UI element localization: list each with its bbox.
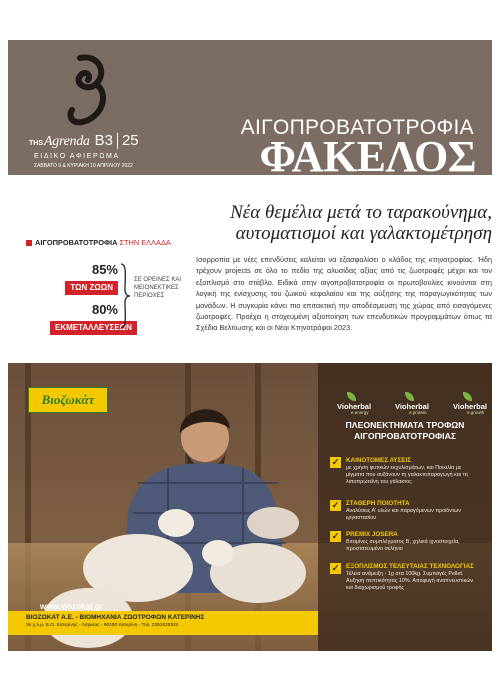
brand-name: Agrenda	[44, 134, 90, 149]
ad-website-link[interactable]: www.viozokat.gr	[40, 602, 103, 611]
leaf-icon	[347, 392, 356, 401]
agrenda-swirl-logo-icon	[58, 50, 113, 130]
checkmark-icon: ✓	[331, 563, 340, 573]
checkmark-icon: ✓	[331, 531, 340, 541]
feature-desc: Τέλεια ανάμειξη - 1g στα 100kg. Συμπαγές Pellet. Αυξηση πεπτικότητας 10%. Αποφυγή αναπνευστικών και διαχωρισμού τροφής	[346, 571, 474, 591]
ad-company-footer	[8, 611, 318, 635]
brand-name: Vioherbal	[337, 402, 372, 411]
vioherbal-brands	[337, 392, 487, 415]
viozokat-logo	[28, 387, 108, 413]
supplement-header	[8, 40, 492, 175]
brand-variant: e.protein	[408, 410, 427, 415]
brand-name: Vioherbal	[452, 402, 487, 411]
checkmark-icon: ✓	[331, 457, 340, 467]
feature-desc: Βιταμίνες συμπλέγματος Β, χηλικά ιχνοστοιχεία, προστατευμένο σελήνιο	[346, 539, 460, 552]
brand-prefix: ТНS	[29, 140, 43, 147]
feature-title: ΚΑΙΝΟΤΟΜΕΣ ΛΥΣΕΙΣ	[346, 457, 411, 464]
article-headline	[196, 202, 492, 244]
regions-note: ΣΕ ΟΡΕΙΝΕΣ ΚΑΙ ΜΕΙΟΝΕΚΤΙΚΕΣ ΠΕΡΙΟΧΕΣ	[134, 277, 182, 299]
brand-logo	[29, 132, 139, 150]
feature-title: PREMIX JOSERA	[346, 531, 398, 538]
issue-date: ΣΑΒΒΑΤΟ 9 & ΚΥΡΙΑΚΗ 10 ΑΠΡΙΛΙΟΥ 2022	[34, 163, 133, 169]
edition-divider	[117, 133, 118, 149]
headline-line-1: Νέα θεμέλια μετά το ταρακούνημα,	[230, 202, 492, 223]
curly-brace-icon	[119, 262, 131, 330]
article-body: Ισορροπία με νέες επενδύσεις καλείται να εξασφαλίσει ο κλάδος της κτηνοτροφίας. Ήδη τρέχουν projects σε όλο το πεδίο της αλυσίδας αξίας από τις ζωοτροφές μέχρι και τον εξοπλισμό στο στάβλο. Ειδικά στην αιγοπροβατοτροφία οι πρωτοβουλίες κινούνται στη λογική της ενίσχυσης του ζωικού κεφαλαίου και της αύξησης της παραγωγικότητας των μονάδων. Η συγκυρία κάνει πιο επιτακτική την αποδέσμευση της χώρας από εισαγόμενες ζωοτροφές. Προέχει η στοχευμένη αξιοποίηση των επενδυτικών προγραμμάτων όπως τα Σχέδια Βελτίωσης και οι Νέοι Κτηνοτρόφοι 2023.	[196, 255, 492, 333]
stats-heading-bold: ΑΙΓΟΠΡΟΒΑΤΟΤΡΟΦΙΑ	[35, 238, 118, 247]
vioherbal-growth	[453, 392, 487, 415]
feature-stable-quality	[330, 500, 480, 522]
company-address: 3ο χ.λ.μ. Ε.Ο. Κατερίνης - Λάρισας - 60100 Κατερίνη - Τηλ. 2351025222	[26, 623, 179, 628]
company-name: ΒΙΟΖΩΚΑΤ Α.Ε. - ΒΙΟΜΗΧΑΝΙΑ ΖΩΟΤΡΟΦΩΝ ΚΑΤΕΡΙΝΗΣ	[26, 614, 205, 621]
stat-holdings	[50, 302, 132, 335]
masthead-title: ΦΑΚΕΛΟΣ	[259, 132, 476, 175]
stat-value: 85%	[91, 262, 118, 277]
edition-left: B3	[94, 132, 113, 149]
feature-innovative-solutions	[330, 457, 480, 486]
red-square-icon	[26, 240, 32, 246]
headline-line-2: αυτοματισμοί και γαλακτομέτρηση	[235, 223, 492, 244]
brand-variant: e.energy	[351, 410, 369, 415]
feature-equipment	[330, 563, 480, 592]
checkmark-icon: ✓	[331, 500, 340, 510]
feature-title: ΣΤΑΘΕΡΗ ΠΟΙΟΤΗΤΑ	[346, 500, 410, 507]
brand-variant: e.growth	[466, 410, 485, 415]
stat-animals	[64, 263, 118, 295]
leaf-icon	[463, 392, 472, 401]
feature-desc: με χρήση φυτικών εκχυλισμάτων, και Ποικιλία με μίγματα που αυξάνουν τη γαλακτοπαραγωγή και τη λιποπρωτεΐνη του γάλακτος	[346, 465, 468, 485]
stats-heading	[26, 238, 171, 247]
viozokat-logo-text: Βιοζωκάτ	[41, 392, 95, 407]
vioherbal-energy	[337, 392, 371, 415]
stat-label: ΕΚΜΕΤΑΛΛΕΥΣΕΩΝ	[50, 321, 137, 335]
edition-right: 25	[121, 132, 139, 149]
feature-premix-josera	[330, 531, 480, 553]
stat-label: ΤΩΝ ΖΩΩΝ	[65, 281, 118, 295]
section-title: ΑΙΓΟΠΡΟΒΑΤΟΤΡΟΦΙΑ	[240, 116, 474, 139]
stat-value: 80%	[91, 302, 118, 317]
feature-desc: Αναλύσεις Α' υλών και παραγόμενων προϊόντων εργαστασίου	[346, 508, 461, 521]
feature-title: ΕΞΟΠΛΙΣΜΟΣ ΤΕΛΕΥΤΑΙΑΣ ΤΕΧΝΟΛΟΓΙΑΣ	[346, 563, 474, 570]
supplement-label: ΕΙΔΙΚΟ ΑΦΙΕΡΩΜΑ	[34, 153, 120, 160]
ad-benefits-title: ΠΛΕΟΝΕΚΤΗΜΑΤΑ ΤΡΟΦΩΝ ΑΙΓΟΠΡΟΒΑΤΟΤΡΟΦΙΑΣ	[345, 420, 465, 441]
leaf-icon	[405, 392, 414, 401]
vioherbal-protein	[395, 392, 429, 415]
stats-heading-rest: ΣΤΗΝ ΕΛΛΑΔΑ	[119, 238, 171, 247]
brand-name: Vioherbal	[394, 402, 430, 411]
